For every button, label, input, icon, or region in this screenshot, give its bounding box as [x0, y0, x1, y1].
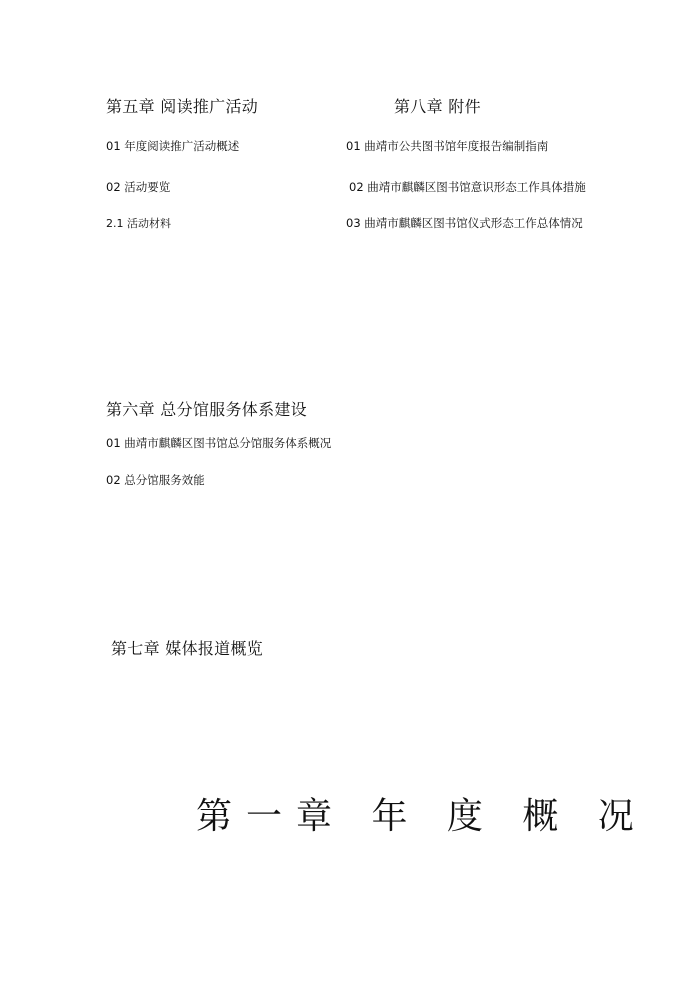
chapter-6-item-1: 01 曲靖市麒麟区图书馆总分馆服务体系概况 — [106, 436, 332, 450]
chapter-7-heading: 第七章 媒体报道概览 — [111, 639, 264, 658]
chapter-5-heading: 第五章 阅读推广活动 — [106, 97, 259, 116]
chapter-6-heading: 第六章 总分馆服务体系建设 — [106, 400, 307, 419]
chapter-6-item-2: 02 总分馆服务效能 — [106, 473, 205, 487]
chapter-8-item-1: 01 曲靖市公共图书馆年度报告编制指南 — [346, 139, 549, 153]
chapter-5-item-1: 01 年度阅读推广活动概述 — [106, 139, 240, 153]
chapter-8-item-3: 03 曲靖市麒麟区图书馆仪式形态工作总体情况 — [346, 216, 583, 230]
chapter-5-item-2: 02 活动要览 — [106, 180, 171, 194]
chapter-1-title: 第一章 年 度 概 况 — [196, 796, 648, 837]
chapter-8-item-2: 02 曲靖市麒麟区图书馆意识形态工作具体措施 — [349, 180, 586, 194]
chapter-5-item-3: 2.1 活动材料 — [106, 217, 171, 230]
chapter-8-heading: 第八章 附件 — [394, 97, 481, 116]
